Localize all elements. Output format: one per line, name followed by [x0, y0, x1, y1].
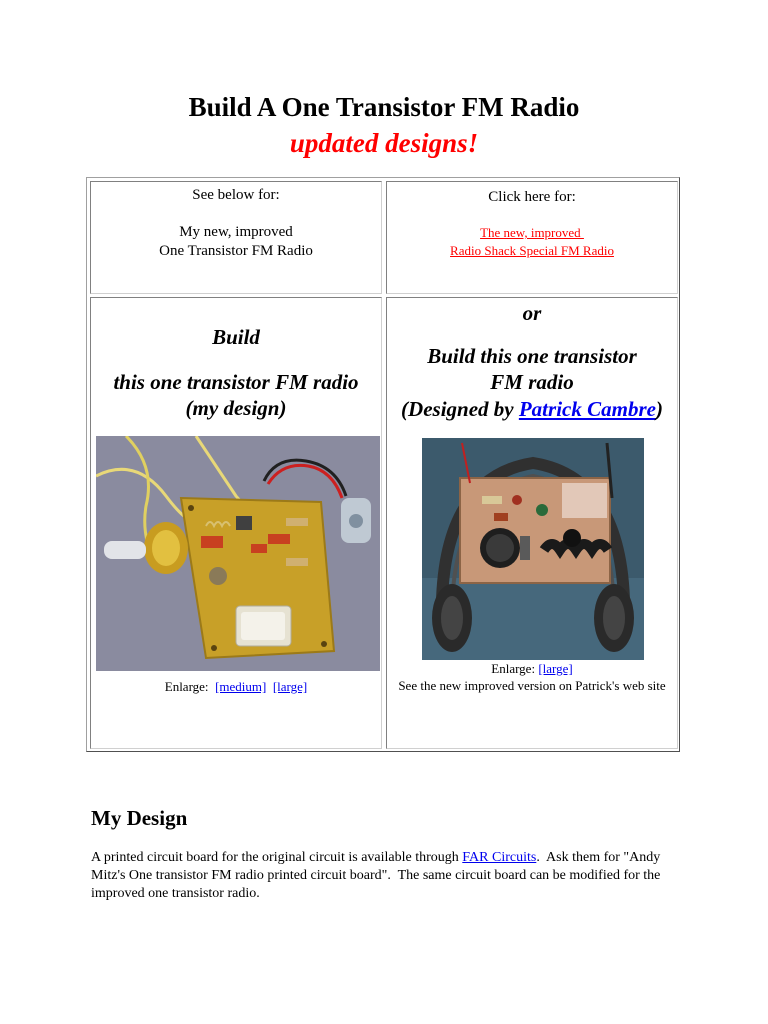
or-label: or — [522, 301, 542, 325]
designed-by-line — [387, 396, 677, 422]
para-suffix: . Ask them for "Andy Mitz's One transistor FM radio printed circuit board". The same circuit board can be modified for the improved one transistor radio. — [91, 850, 664, 901]
enlarge-label: Enlarge: — [164, 679, 209, 694]
cell-my-design — [90, 297, 382, 749]
large-link-2[interactable]: [large] — [538, 661, 573, 676]
my-design-heading: (my design) — [185, 396, 287, 420]
page-subtitle: updated designs! — [289, 128, 479, 158]
enlarge-label-2: Enlarge: — [491, 661, 536, 676]
my-radio-heading: this one transistor FM radio — [113, 370, 359, 394]
radio-shack-link-line2[interactable]: Radio Shack Special FM Radio — [450, 243, 614, 258]
my-design-paragraph — [91, 849, 691, 903]
my-design-heading-section: My Design — [91, 806, 188, 830]
click-here-label: Click here for: — [488, 189, 576, 205]
patrick-radio-photo — [422, 438, 644, 660]
improved-line1: My new, improved — [179, 224, 293, 240]
build-heading: Build — [212, 325, 260, 349]
designed-by-suffix: ) — [655, 397, 663, 421]
design-table — [86, 177, 680, 752]
large-link[interactable]: [large] — [272, 679, 308, 694]
my-radio-photo — [96, 436, 380, 671]
patrick-cambre-link[interactable]: Patrick Cambre — [518, 397, 656, 421]
designed-by-prefix: (Designed by — [401, 397, 519, 421]
headphone-radio-illustration — [422, 438, 644, 660]
cell-patrick-design — [386, 297, 678, 749]
para-prefix: A printed circuit board for the original circuit is available through — [91, 850, 463, 865]
page-title: Build A One Transistor FM Radio — [188, 92, 580, 122]
patrick-heading-line1: Build this one transistor — [427, 344, 637, 368]
see-below-label: See below for: — [192, 187, 280, 203]
patrick-heading-line2: FM radio — [490, 370, 574, 394]
improved-line2: One Transistor FM Radio — [159, 243, 313, 259]
patrick-site-note: See the new improved version on Patrick's web site — [398, 678, 666, 693]
medium-link[interactable]: [medium] — [215, 679, 267, 694]
radio-board-illustration — [96, 436, 380, 671]
cell-see-below — [90, 181, 382, 294]
radio-shack-link-line1[interactable]: The new, improved — [480, 225, 584, 240]
far-circuits-link[interactable]: FAR Circuits — [462, 850, 537, 865]
cell-click-here — [386, 181, 678, 294]
